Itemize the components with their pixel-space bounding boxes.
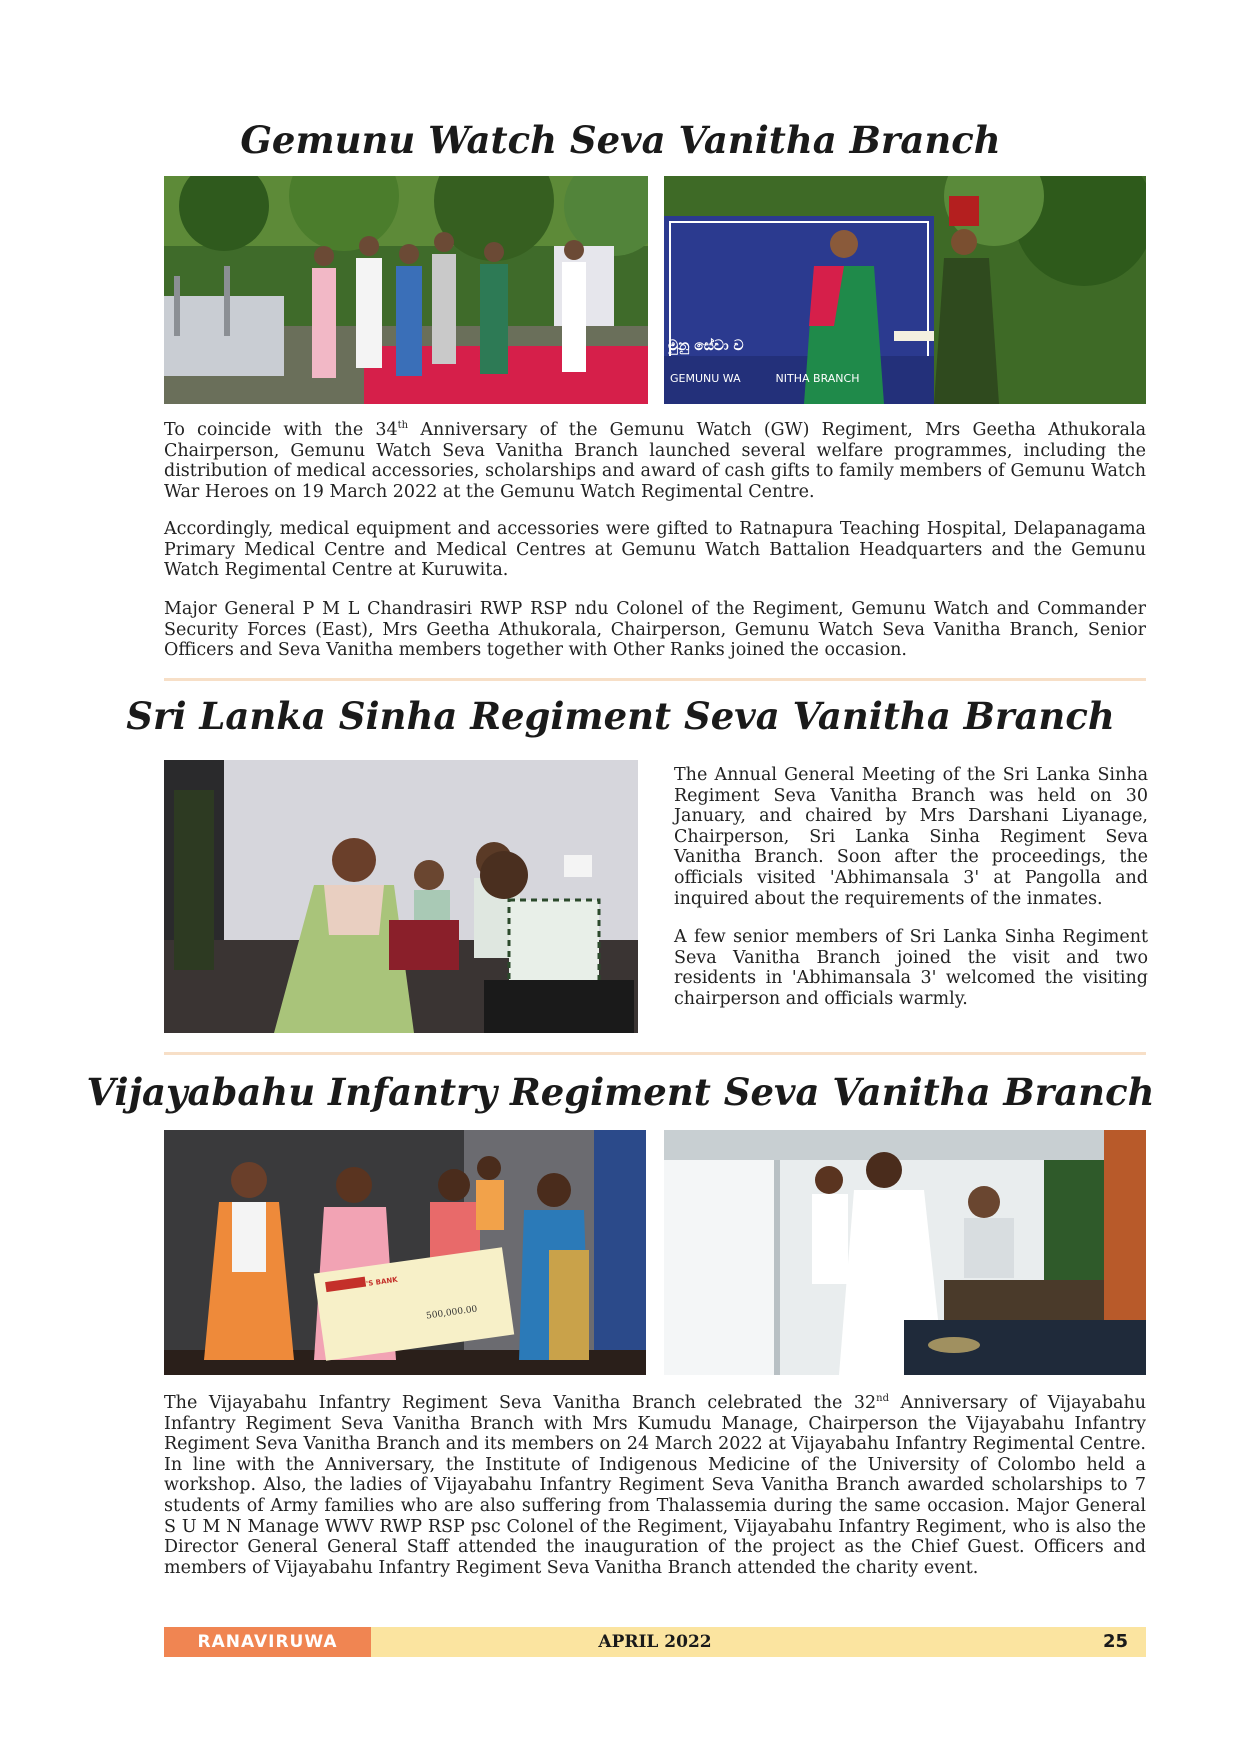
sinha-paragraph-2: A few senior members of Sri Lanka Sinha Regiment Seva Vanitha Branch joined the visit and two residents in 'Abhimansala 3' welcomed the visiting chairperson and officials warmly. (674, 927, 1148, 1009)
gemunu-paragraph-1 (164, 420, 1146, 502)
gemunu-p1-text-a: To coincide with the 34 (164, 420, 398, 440)
gemunu-paragraph-2: Accordingly, medical equipment and accessories were gifted to Ratnapura Teaching Hospital, Delapanagama Primary Medical Centre and Medical Centres at Gemunu Watch Battalion Headquarters and the Gemunu Watch Regimental Centre at Kuruwita. (164, 519, 1146, 581)
footer-issue-date: APRIL 2022 (598, 1632, 712, 1652)
section-title-gemunu-watch: Gemunu Watch Seva Vanitha Branch (240, 118, 1001, 162)
page-footer (164, 1627, 1146, 1657)
cheque-amount: 500,000.00 (425, 1304, 478, 1322)
photo-scholarship-cheque (164, 1130, 646, 1375)
banner-sinhala-text: මුනු සේවා ව (668, 338, 744, 354)
vijayabahu-p1-sup: nd (876, 1393, 889, 1405)
vijayabahu-p1-text-b: Anniversary of Vijayabahu Infantry Regiment Seva Vanitha Branch with Mrs Kumudu Manage, Chairperson the Vijayabahu Infantry Regiment Seva Vanitha Branch and its members on 24 March 2022 at Vijayabahu Infantry Regimental Centre. In line with the Anniversary, the Institute of Indigenous Medicine of the University of Colombo held a workshop. Also, the ladies of Vijayabahu Infantry Regiment Seva Vanitha Branch awarded scholarships to 7 students of Army families who are also suffering from Thalassemia during the same occasion. Major General S U M N Manage WWV RWP RSP psc Colonel of the Regiment, Vijayabahu Infantry Regiment, who is also the Director General General Staff attended the inauguration of the project as the Chief Guest. Officers and members of Vijayabahu Infantry Regiment Seva Vanitha Branch attended the charity event. (164, 1393, 1147, 1578)
photo-cheque-presentation-gemunu (664, 176, 1146, 404)
photo-abhimansala-visit (164, 760, 638, 1033)
footer-magazine-name: RANAVIRUWA (164, 1627, 371, 1657)
gemunu-p1-text-b: Anniversary of the Gemunu Watch (GW) Regiment, Mrs Geetha Athukorala Chairperson, Gemunu Watch Seva Vanitha Branch launched several welfare programmes, including the distribution of medical accessories, scholarships and award of cash gifts to family members of Gemunu Watch War Heroes on 19 March 2022 at the Gemunu Watch Regimental Centre. (164, 420, 1146, 502)
vijayabahu-paragraph-1 (164, 1393, 1146, 1578)
section-divider-1 (164, 678, 1146, 681)
footer-page-number: 25 (1102, 1631, 1128, 1652)
photo-medical-equipment-handover (164, 176, 648, 404)
banner-english-text: GEMUNU WA NITHA BRANCH (670, 372, 860, 385)
vijayabahu-p1-text-a: The Vijayabahu Infantry Regiment Seva Vanitha Branch celebrated the 32 (164, 1393, 877, 1413)
cheque-bank-name: PEOPLE'S BANK (335, 1275, 399, 1293)
section-title-vijayabahu-regiment: Vijayabahu Infantry Regiment Seva Vanitha Branch (86, 1070, 1155, 1114)
section-title-sinha-regiment: Sri Lanka Sinha Regiment Seva Vanitha Branch (126, 694, 1115, 738)
sinha-paragraph-1: The Annual General Meeting of the Sri Lanka Sinha Regiment Seva Vanitha Branch was held on 30 January, and chaired by Mrs Darshani Liyanage, Chairperson, Sri Lanka Sinha Regiment Seva Vanitha Branch. Soon after the proceedings, the officials visited 'Abhimansala 3' at Pangolla and inquired about the requirements of the inmates. (674, 765, 1148, 909)
photo-indigenous-medicine-workshop (664, 1130, 1146, 1375)
section-divider-2 (164, 1052, 1146, 1055)
gemunu-p1-sup: th (397, 420, 409, 432)
gemunu-paragraph-3: Major General P M L Chandrasiri RWP RSP ndu Colonel of the Regiment, Gemunu Watch and Commander Security Forces (East), Mrs Geetha Athukorala, Chairperson, Gemunu Watch Seva Vanitha Branch, Senior Officers and Seva Vanitha members together with Other Ranks joined the occasion. (164, 599, 1146, 661)
